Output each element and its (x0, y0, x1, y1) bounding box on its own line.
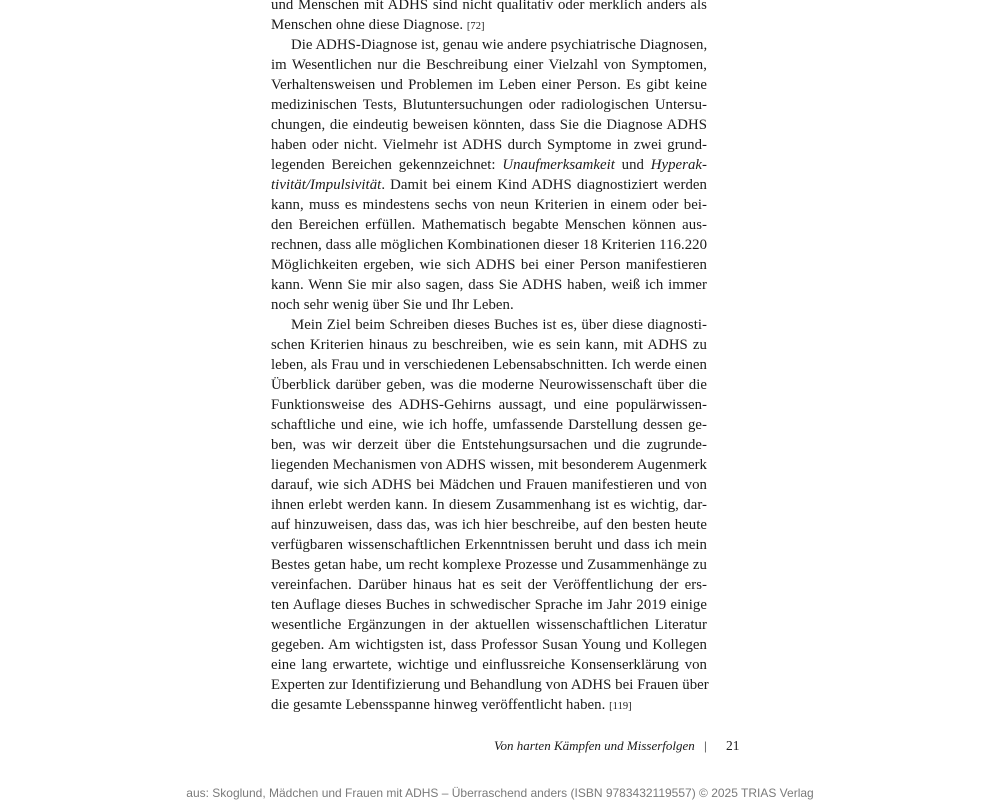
text-line-content: Mein Ziel beim Schreiben dieses Buches ist es, über diese diagnosti- (291, 317, 707, 333)
text-line (271, 295, 707, 315)
text-line (271, 375, 707, 395)
text-line (271, 495, 707, 515)
citation-reference[interactable]: [72] (466, 21, 485, 32)
text-line (271, 435, 707, 455)
text-line-content: ben, was wir derzeit über die Entstehungsursachen und die zugrunde- (271, 437, 707, 453)
text-fragment: und (614, 157, 651, 173)
text-line-content: die gesamte Lebensspanne hinweg veröffentlicht haben. (271, 697, 606, 713)
text-line (271, 475, 707, 495)
text-line (271, 555, 707, 575)
running-footer-title: Von harten Kämpfen und Misserfolgen (494, 738, 695, 753)
text-line-content: Verhaltensweisen und Problemen im Leben einer Person. Es gibt keine (271, 77, 707, 93)
text-line (271, 175, 707, 195)
text-line-content: den Bereichen erfüllen. Mathematisch begabte Menschen können aus- (271, 217, 707, 233)
text-line-content: im Wesentlichen nur die Beschreibung einer Vielzahl von Symptomen, (271, 57, 707, 73)
text-line (271, 595, 707, 615)
text-line-content: noch sehr wenig über Sie und Ihr Leben. (271, 297, 514, 313)
text-line (271, 195, 707, 215)
text-line (271, 215, 707, 235)
text-line (271, 0, 707, 15)
text-line (271, 255, 707, 275)
text-line-content: Möglichkeiten ergeben, wie sich ADHS bei einer Person manifestieren (271, 257, 707, 273)
text-fragment: legenden Bereichen gekennzeichnet: (271, 157, 503, 173)
emphasis-term: Unaufmerksamkeit (502, 157, 615, 173)
text-line-content: Funktionsweise des ADHS-Gehirns aussagt, und eine populärwissen- (271, 397, 707, 413)
text-line-content: kann, muss es mindestens sechs von neun Kriterien in einem oder bei- (271, 197, 707, 213)
text-line (271, 455, 707, 475)
text-line (271, 615, 707, 635)
text-line (271, 515, 707, 535)
citation-reference[interactable]: [119] (609, 701, 632, 712)
book-page-body (271, 0, 707, 715)
text-line (271, 395, 707, 415)
text-line (271, 135, 707, 155)
text-line-content: kann. Wenn Sie mir also sagen, dass Sie ADHS haben, weiß ich immer (271, 277, 707, 293)
text-line-content: und Menschen mit ADHS sind nicht qualitativ oder merklich anders als (271, 0, 707, 13)
text-line (271, 155, 707, 175)
text-line-content: wesentliche Ergänzungen in der aktuellen wissenschaftlichen Literatur (271, 617, 707, 633)
footer-separator: | (704, 738, 707, 753)
text-line-content: vereinfachen. Darüber hinaus hat es seit der Veröffentlichung der ers- (271, 577, 707, 593)
text-line-content: ihnen erlebt werden kann. In diesem Zusammenhang ist es wichtig, dar- (271, 497, 707, 513)
text-line-content: gegeben. Am wichtigsten ist, dass Professor Susan Young und Kollegen (271, 637, 707, 653)
emphasis-term: tivität/Impulsivität (271, 177, 382, 193)
text-line (271, 535, 707, 555)
text-fragment: . Damit bei einem Kind ADHS diagnostiziert werden (381, 177, 707, 193)
emphasis-term: Hyperak- (650, 157, 708, 173)
text-line (271, 35, 707, 55)
text-line-content: Menschen ohne diese Diagnose. (271, 17, 464, 33)
text-line (271, 675, 707, 695)
text-line-content: chungen, die eindeutig beweisen könnten, dass Sie die Diagnose ADHS (271, 117, 707, 133)
text-line-content: ten Auflage dieses Buches in schwedischer Sprache im Jahr 2019 einige (271, 597, 707, 613)
text-line (271, 315, 707, 335)
text-line-content: liegenden Mechanismen von ADHS wissen, mit besonderem Augenmerk (271, 457, 707, 473)
text-line-content: verfügbaren wissenschaftlichen Erkenntnissen beruht und dass ich mein (271, 537, 707, 553)
text-line (271, 335, 707, 355)
text-line-content: eine lang erwartete, wichtige und einflussreiche Konsenserklärung von (271, 657, 707, 673)
text-line (271, 15, 707, 35)
text-line (271, 575, 707, 595)
text-line-content: auf hinzuweisen, dass das, was ich hier beschreibe, auf den besten heute (271, 517, 707, 533)
text-line (271, 415, 707, 435)
text-line (271, 115, 707, 135)
text-line (271, 95, 707, 115)
text-line (271, 695, 707, 715)
text-line (271, 75, 707, 95)
text-line-content: rechnen, dass alle möglichen Kombinationen dieser 18 Kriterien 116.220 (271, 237, 708, 253)
text-line (271, 235, 707, 255)
text-line (271, 635, 707, 655)
text-line (271, 655, 707, 675)
text-line (271, 55, 707, 75)
text-line-content: Experten zur Identifizierung und Behandlung von ADHS bei Frauen über (271, 677, 709, 693)
text-line-content: haben oder nicht. Vielmehr ist ADHS durch Symptome in zwei grund- (271, 137, 707, 153)
text-line (271, 275, 707, 295)
text-line-content: schen Kriterien hinaus zu beschreiben, wie es sein kann, mit ADHS zu (271, 337, 707, 353)
text-line-content: Bestes getan habe, um recht komplexe Prozesse und Zusammenhänge zu (271, 557, 707, 573)
text-line-content: Die ADHS-Diagnose ist, genau wie andere psychiatrische Diagnosen, (291, 37, 708, 53)
source-attribution: aus: Skoglund, Mädchen und Frauen mit ADHS – Überraschend anders (ISBN 9783432119557) © 2025 TRIAS Verlag (186, 786, 814, 800)
text-line-content: darauf, wie sich ADHS bei Mädchen und Frauen manifestieren und von (271, 477, 707, 493)
text-line-content: medizinischen Tests, Blutuntersuchungen oder radiologischen Untersu- (271, 97, 707, 113)
text-line-content: schaftliche und eine, wie ich hoffe, umfassende Darstellung dessen ge- (271, 417, 707, 433)
text-line-content: Überblick darüber geben, was die moderne Neurowissenschaft über die (271, 377, 707, 393)
text-line-content: leben, als Frau und in verschiedenen Lebensabschnitten. Ich werde einen (271, 357, 707, 373)
page-number: 21 (726, 738, 740, 753)
text-line (271, 355, 707, 375)
